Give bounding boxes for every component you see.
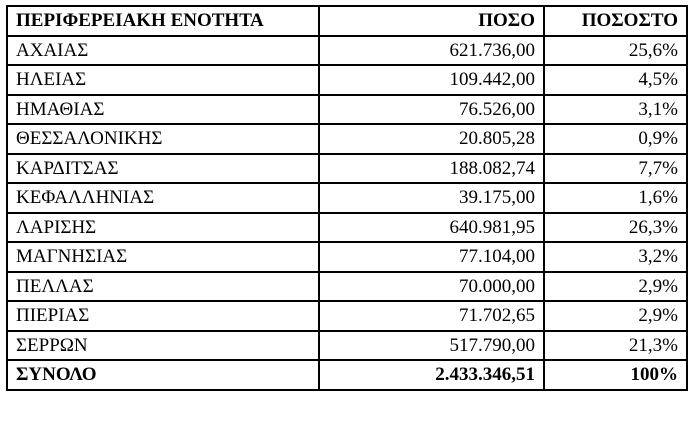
header-percent: ΠΟΣΟΣΤΟ bbox=[544, 6, 687, 36]
cell-amount: 77.104,00 bbox=[319, 242, 544, 272]
cell-region: ΣΕΡΡΩΝ bbox=[7, 331, 319, 361]
cell-percent: 2,9% bbox=[544, 272, 687, 302]
header-region: ΠΕΡΙΦΕΡΕΙΑΚΗ ΕΝΟΤΗΤΑ bbox=[7, 6, 319, 36]
table-row bbox=[7, 36, 687, 66]
cell-region: ΗΜΑΘΙΑΣ bbox=[7, 95, 319, 125]
cell-percent: 0,9% bbox=[544, 124, 687, 154]
cell-amount: 76.526,00 bbox=[319, 95, 544, 125]
cell-region: ΘΕΣΣΑΛΟΝΙΚΗΣ bbox=[7, 124, 319, 154]
total-percent: 100% bbox=[544, 360, 687, 390]
cell-amount: 20.805,28 bbox=[319, 124, 544, 154]
cell-region: ΠΕΛΛΑΣ bbox=[7, 272, 319, 302]
cell-amount: 71.702,65 bbox=[319, 301, 544, 331]
table-row bbox=[7, 154, 687, 184]
total-amount: 2.433.346,51 bbox=[319, 360, 544, 390]
cell-percent: 3,2% bbox=[544, 242, 687, 272]
total-label: ΣΥΝΟΛΟ bbox=[7, 360, 319, 390]
cell-percent: 3,1% bbox=[544, 95, 687, 125]
cell-percent: 2,9% bbox=[544, 301, 687, 331]
cell-region: ΠΙΕΡΙΑΣ bbox=[7, 301, 319, 331]
cell-region: ΜΑΓΝΗΣΙΑΣ bbox=[7, 242, 319, 272]
table-row bbox=[7, 301, 687, 331]
cell-region: ΑΧΑΙΑΣ bbox=[7, 36, 319, 66]
cell-percent: 26,3% bbox=[544, 213, 687, 243]
cell-percent: 1,6% bbox=[544, 183, 687, 213]
cell-percent: 7,7% bbox=[544, 154, 687, 184]
cell-region: ΗΛΕΙΑΣ bbox=[7, 65, 319, 95]
cell-percent: 4,5% bbox=[544, 65, 687, 95]
cell-amount: 109.442,00 bbox=[319, 65, 544, 95]
table-row bbox=[7, 95, 687, 125]
regional-amounts-table bbox=[6, 5, 688, 391]
cell-amount: 621.736,00 bbox=[319, 36, 544, 66]
table-header-row bbox=[7, 6, 687, 36]
cell-percent: 21,3% bbox=[544, 331, 687, 361]
table-row bbox=[7, 183, 687, 213]
table-row bbox=[7, 272, 687, 302]
table-row bbox=[7, 124, 687, 154]
header-amount: ΠΟΣΟ bbox=[319, 6, 544, 36]
table-row bbox=[7, 331, 687, 361]
cell-region: ΛΑΡΙΣΗΣ bbox=[7, 213, 319, 243]
cell-amount: 39.175,00 bbox=[319, 183, 544, 213]
table-row bbox=[7, 213, 687, 243]
table-row bbox=[7, 242, 687, 272]
table-row bbox=[7, 65, 687, 95]
cell-amount: 517.790,00 bbox=[319, 331, 544, 361]
cell-region: ΚΕΦΑΛΛΗΝΙΑΣ bbox=[7, 183, 319, 213]
cell-amount: 70.000,00 bbox=[319, 272, 544, 302]
table-total-row bbox=[7, 360, 687, 390]
cell-amount: 188.082,74 bbox=[319, 154, 544, 184]
cell-amount: 640.981,95 bbox=[319, 213, 544, 243]
cell-percent: 25,6% bbox=[544, 36, 687, 66]
cell-region: ΚΑΡΔΙΤΣΑΣ bbox=[7, 154, 319, 184]
